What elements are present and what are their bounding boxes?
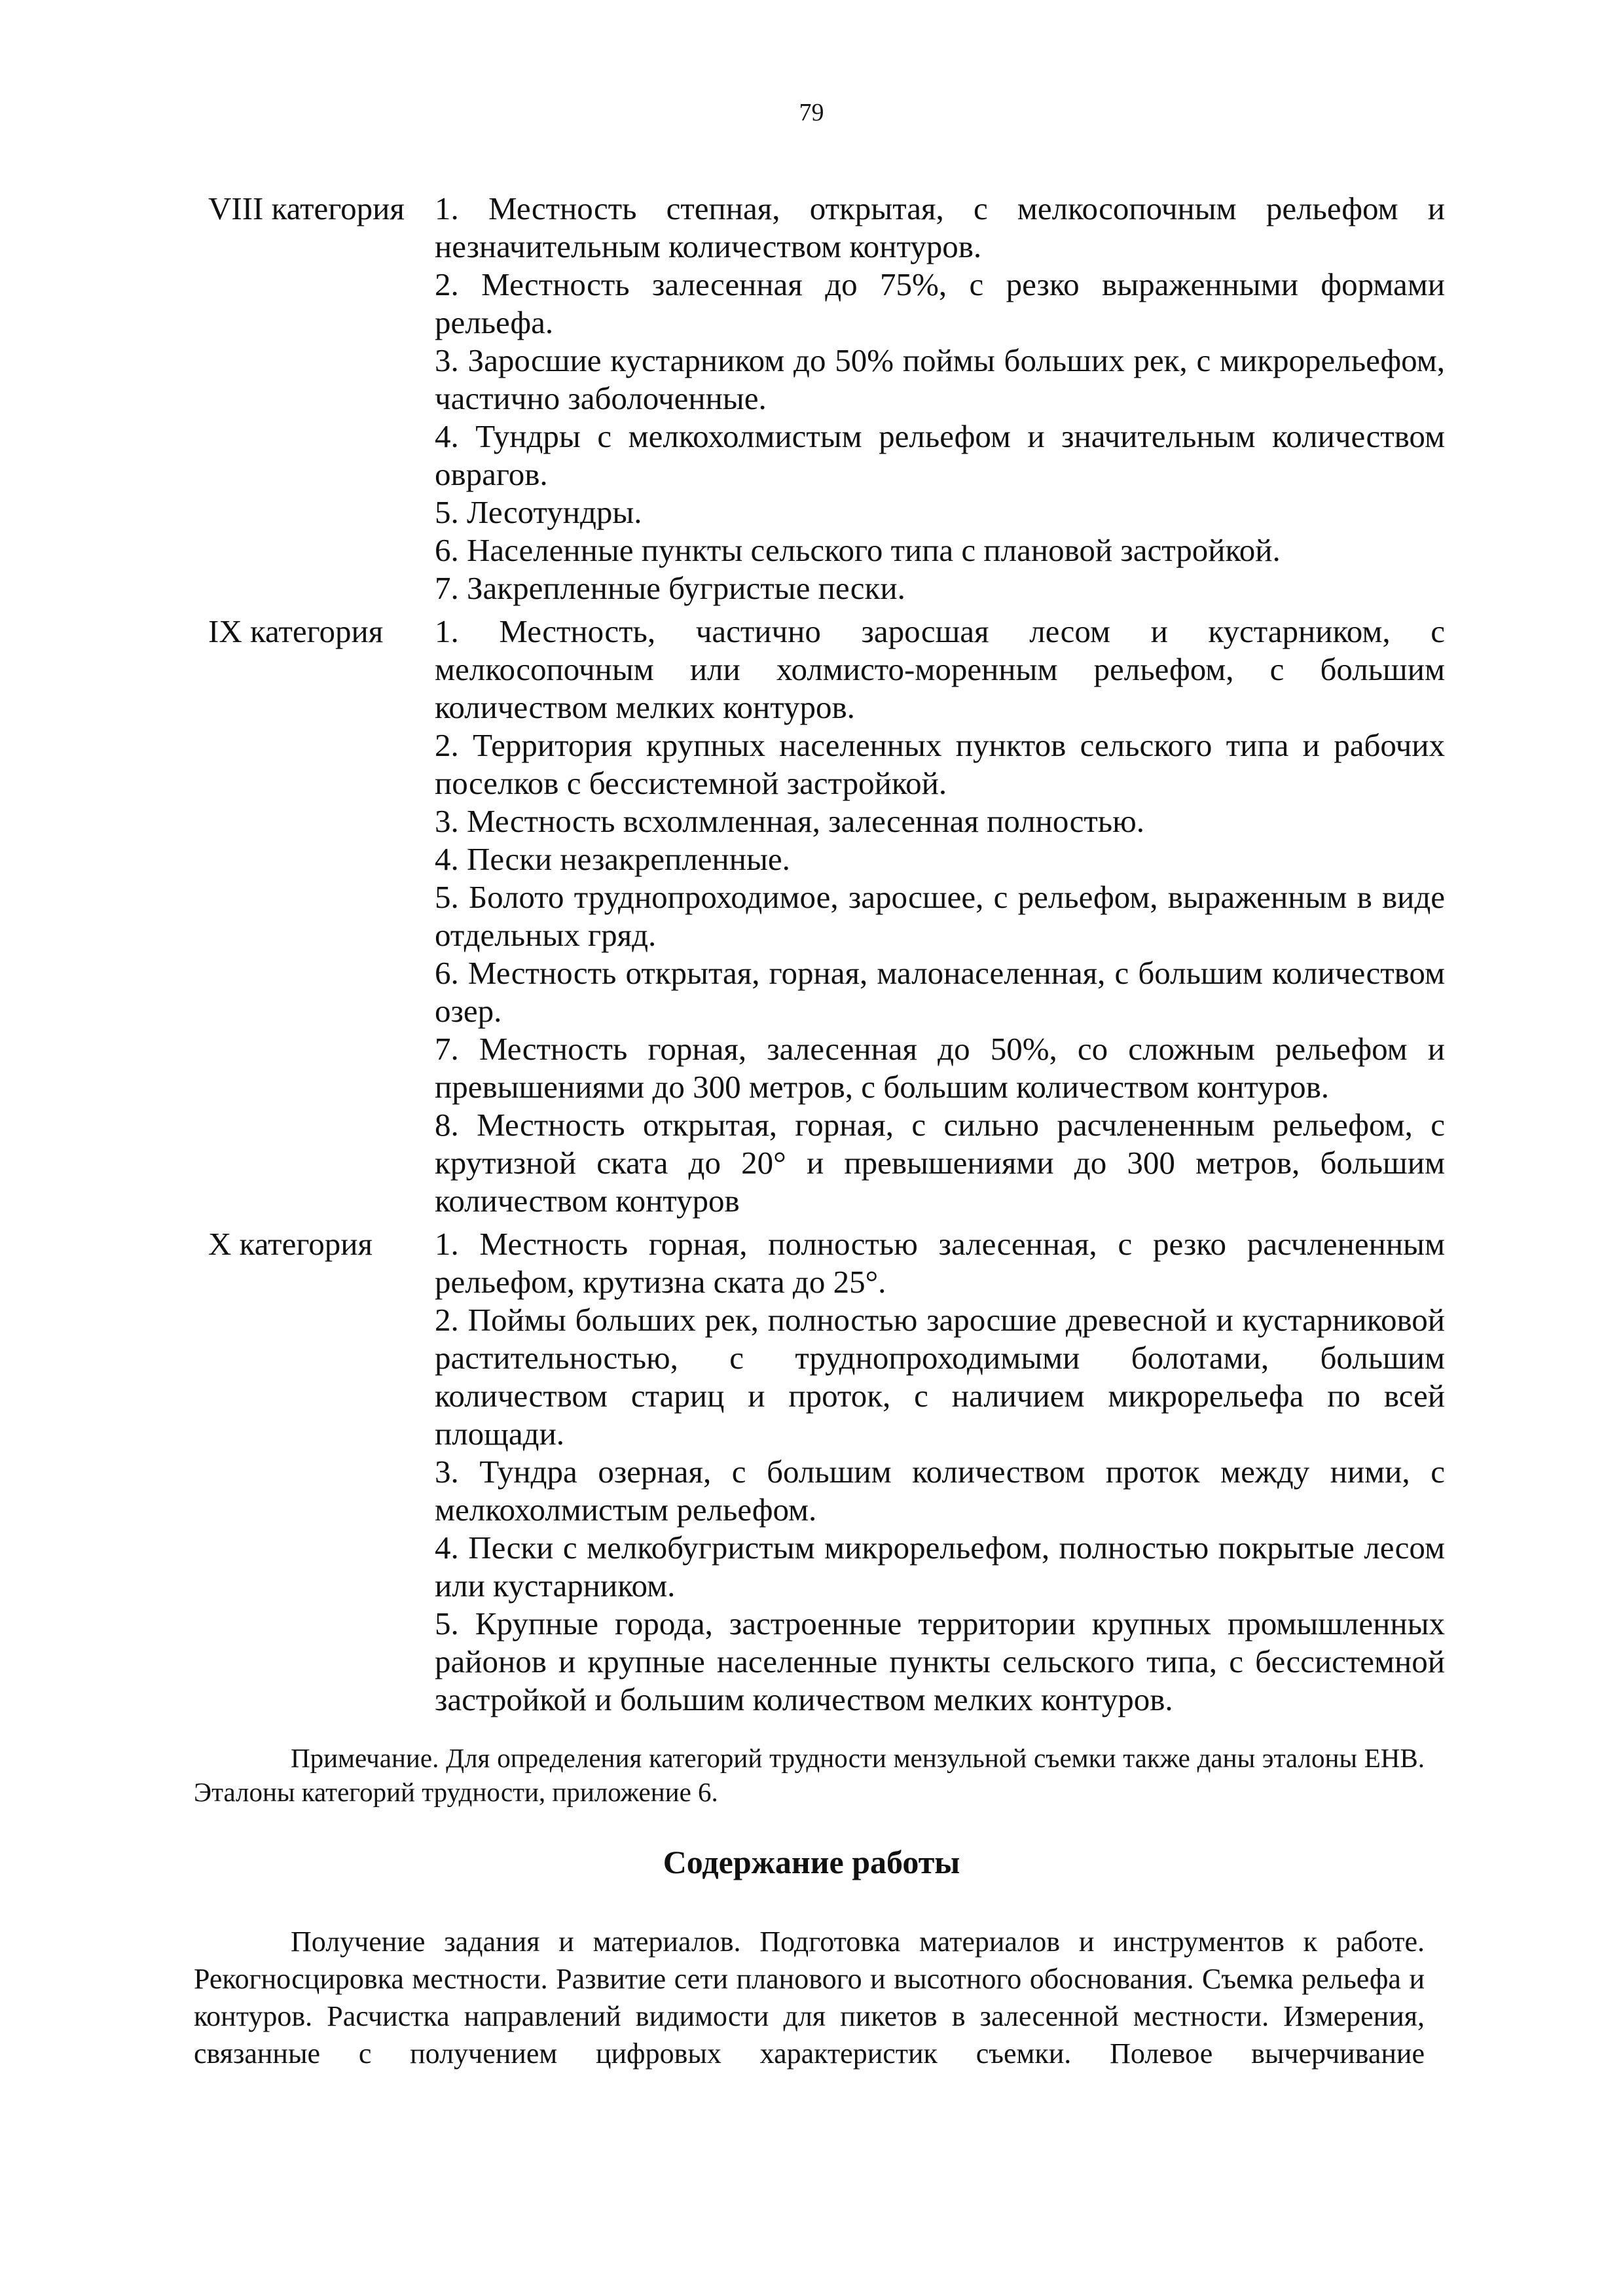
category-row [194, 190, 1445, 607]
category-item: 7. Местность горная, залесенная до 50%, со сложным рельефом и превышениями до 300 метров, с большим количеством контуров. [435, 1031, 1445, 1105]
category-items [435, 1225, 1445, 1719]
category-items [435, 190, 1445, 607]
category-item: 5. Лесотундры. [435, 494, 642, 530]
category-row [194, 613, 1445, 1220]
category-item: 4. Тундры с мелкохолмистым рельефом и значительным количеством оврагов. [435, 418, 1445, 492]
section-title: Содержание работы [663, 1844, 960, 1880]
category-item: 4. Пески незакрепленные. [435, 841, 790, 877]
category-item: 2. Местность залесенная до 75%, с резко выраженными формами рельефа. [435, 266, 1445, 340]
category-item: 1. Местность степная, открытая, с мелкосопочным рельефом и незначительным количеством контуров. [435, 190, 1445, 264]
category-item: 6. Местность открытая, горная, малонаселенная, с большим количеством озер. [435, 955, 1445, 1029]
category-item: 6. Населенные пункты сельского типа с плановой застройкой. [435, 532, 1281, 568]
category-label: X категория [208, 1226, 373, 1262]
body-paragraph: Получение задания и материалов. Подготовка материалов и инструментов к работе. Рекогносцировка местности. Развитие сети планового и высотного обоснования. Съемка рельефа и контуров. Расчистка направлений видимости для пикетов в залесенной местности. Измерения, связанные с получением цифровых характеристик съемки. Полевое вычерчивание [194, 1926, 1425, 2070]
page-number: 79 [799, 99, 824, 126]
category-item: 7. Закрепленные бугристые пески. [435, 570, 905, 606]
category-item: 3. Заросшие кустарником до 50% поймы больших рек, с микрорельефом, частично заболоченные. [435, 342, 1445, 416]
category-item: 2. Поймы больших рек, полностью заросшие древесной и кустарниковой растительностью, с труднопроходимыми болотами, большим количеством стариц и проток, с наличием микрорельефа по всей площади. [435, 1302, 1445, 1452]
category-item: 1. Местность, частично заросшая лесом и кустарником, с мелкосопочным или холмисто-моренным рельефом, с большим количеством мелких контуров. [435, 613, 1445, 725]
category-label: VIII категория [208, 190, 405, 226]
category-item: 5. Болото труднопроходимое, заросшее, с рельефом, выраженным в виде отдельных гряд. [435, 879, 1445, 953]
category-items [435, 613, 1445, 1220]
category-item: 1. Местность горная, полностью залесенная, с резко расчлененным рельефом, крутизна ската до 25°. [435, 1226, 1445, 1300]
category-item: 3. Тундра озерная, с большим количеством проток между ними, с мелкохолмистым рельефом. [435, 1454, 1445, 1528]
category-item: 4. Пески с мелкобугристым микрорельефом, полностью покрытые лесом или кустарником. [435, 1530, 1445, 1604]
category-item: 3. Местность всхолмленная, залесенная полностью. [435, 803, 1144, 839]
category-table [194, 190, 1445, 1719]
category-item: 2. Территория крупных населенных пунктов сельского типа и рабочих поселков с бессистемной застройкой. [435, 727, 1445, 801]
note: Примечание. Для определения категорий трудности мензульной съемки также даны эталоны ЕНВ. Эталоны категорий трудности, приложение 6. [194, 1743, 1425, 1807]
category-label: IX категория [208, 613, 384, 649]
category-item: 8. Местность открытая, горная, с сильно расчлененным рельефом, с крутизной ската до 20° и превышениями до 300 метров, большим количеством контуров [435, 1107, 1445, 1219]
category-row [194, 1225, 1445, 1719]
category-item: 5. Крупные города, застроенные территории крупных промышленных районов и крупные населенные пункты сельского типа, с бессистемной застройкой и большим количеством мелких контуров. [435, 1605, 1445, 1717]
